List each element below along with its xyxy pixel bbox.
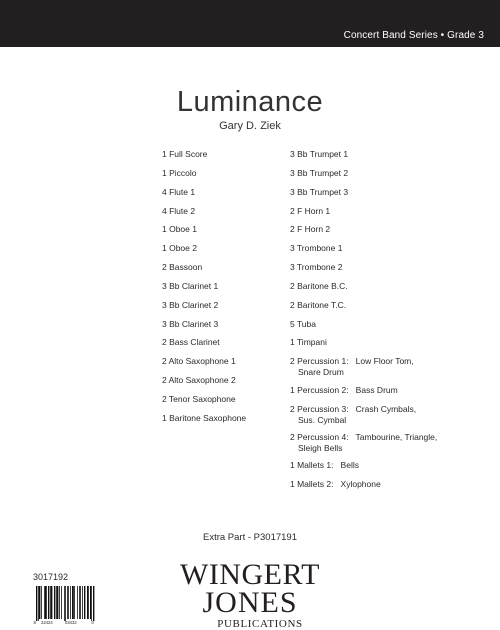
part-line: 3 Trombone 1 xyxy=(290,243,343,254)
part-item xyxy=(290,262,490,281)
barcode-bar xyxy=(56,586,57,619)
part-item: 2 Alto Saxophone 2 xyxy=(162,375,236,386)
part-line: 2 Percussion 1: Low Floor Tom, xyxy=(290,356,414,367)
barcode-digits-group2: 03432 xyxy=(65,620,77,625)
series-label: Concert Band Series • Grade 3 xyxy=(343,30,484,41)
part-item xyxy=(290,319,490,338)
barcode-bar xyxy=(41,586,42,619)
part-item xyxy=(290,300,490,319)
part-line: 3 Bb Trumpet 3 xyxy=(290,186,349,197)
part-line-continued: Sus. Cymbal xyxy=(298,414,347,425)
part-item xyxy=(290,404,490,432)
part-item: 2 Alto Saxophone 1 xyxy=(162,356,236,367)
barcode-bar xyxy=(51,586,52,619)
part-item: 4 Flute 1 xyxy=(162,186,196,197)
barcode-bar xyxy=(79,586,80,619)
part-item: 2 Tenor Saxophone xyxy=(162,393,236,404)
part-line: 2 F Horn 1 xyxy=(290,205,331,216)
barcode-bar xyxy=(64,586,65,621)
part-item: 1 Oboe 2 xyxy=(162,243,197,254)
part-item: 3 Bb Clarinet 1 xyxy=(162,280,219,291)
part-line: 1 Mallets 1: Bells xyxy=(290,460,359,471)
logo-publications: PUBLICATIONS xyxy=(217,618,303,630)
part-line: 3 Bb Trumpet 2 xyxy=(290,167,349,178)
parts-list-left xyxy=(162,149,246,432)
part-item xyxy=(290,206,490,225)
barcode-bar xyxy=(82,586,83,619)
extra-part-label: Extra Part - P3017191 xyxy=(203,532,297,543)
part-item xyxy=(290,460,490,479)
part-line: 2 Percussion 3: Crash Cymbals, xyxy=(290,403,417,414)
logo-wingert: WINGERT xyxy=(180,558,320,591)
part-item xyxy=(290,281,490,300)
part-item: 1 Baritone Saxophone xyxy=(162,412,247,423)
part-line: 5 Tuba xyxy=(290,318,316,329)
part-item: 4 Flute 2 xyxy=(162,205,196,216)
part-item xyxy=(290,479,490,498)
barcode-bar xyxy=(93,586,94,621)
part-item xyxy=(290,356,490,384)
part-line: 2 F Horn 2 xyxy=(290,224,331,235)
barcode-bar xyxy=(88,586,89,619)
part-item xyxy=(290,187,490,206)
barcode-bar xyxy=(57,586,58,619)
part-line-continued: Sleigh Bells xyxy=(298,442,343,453)
barcode-bar xyxy=(80,586,81,619)
barcode-bar xyxy=(73,586,74,619)
part-item: 1 Piccolo xyxy=(162,167,197,178)
barcode-bar xyxy=(38,586,39,621)
barcode-bar xyxy=(46,586,47,619)
part-line: 2 Baritone B.C. xyxy=(290,280,348,291)
part-item xyxy=(290,149,490,168)
part-item: 3 Bb Clarinet 2 xyxy=(162,299,219,310)
part-line: 3 Trombone 2 xyxy=(290,262,343,273)
barcode-digits-group1: 22424 xyxy=(41,620,53,625)
part-item: 1 Full Score xyxy=(162,149,208,159)
part-line: 3 Bb Trumpet 1 xyxy=(290,149,349,159)
part-item xyxy=(290,224,490,243)
barcode-bar xyxy=(39,586,40,619)
part-item: 2 Bassoon xyxy=(162,262,203,273)
publisher-logo xyxy=(160,556,340,630)
barcode-bar xyxy=(70,586,71,619)
barcode-bar xyxy=(50,586,51,619)
barcode-bar xyxy=(67,586,68,619)
barcode-digit-right: 0 xyxy=(91,620,94,625)
barcode-bar xyxy=(48,586,49,619)
part-item xyxy=(290,385,490,404)
barcode-bar xyxy=(44,586,45,619)
barcode-image xyxy=(33,585,96,625)
barcode-bar xyxy=(36,586,37,621)
logo-jones: JONES xyxy=(202,586,298,619)
part-item: 3 Bb Clarinet 3 xyxy=(162,318,219,329)
composer-name: Gary D. Ziek xyxy=(219,120,281,132)
part-item xyxy=(290,168,490,187)
part-item: 1 Oboe 1 xyxy=(162,224,197,235)
part-line: 1 Mallets 2: Xylophone xyxy=(290,479,381,490)
barcode-bar xyxy=(65,586,66,621)
barcode-bar xyxy=(54,586,55,619)
parts-list-right xyxy=(290,149,490,498)
barcode-bar xyxy=(68,586,69,619)
catalog-number: 3017192 xyxy=(33,572,69,582)
barcode-bar xyxy=(61,586,62,619)
barcode-digit-left: 8 xyxy=(33,620,36,625)
part-item: 2 Bass Clarinet xyxy=(162,337,220,348)
barcode-bar xyxy=(77,586,78,619)
part-line: 1 Timpani xyxy=(290,337,327,348)
barcode-bar xyxy=(74,586,75,619)
barcode-bar xyxy=(91,586,92,621)
part-line: 2 Baritone T.C. xyxy=(290,299,347,310)
header-bar xyxy=(0,0,500,47)
part-line: 1 Percussion 2: Bass Drum xyxy=(290,384,398,395)
piece-title: Luminance xyxy=(176,86,324,118)
barcode-bar xyxy=(84,586,85,619)
part-line: 2 Percussion 4: Tambourine, Triangle, xyxy=(290,431,438,442)
part-item xyxy=(290,337,490,356)
part-item xyxy=(290,243,490,262)
part-line-continued: Snare Drum xyxy=(298,367,344,378)
part-item xyxy=(290,432,490,460)
barcode-bar xyxy=(59,586,60,619)
